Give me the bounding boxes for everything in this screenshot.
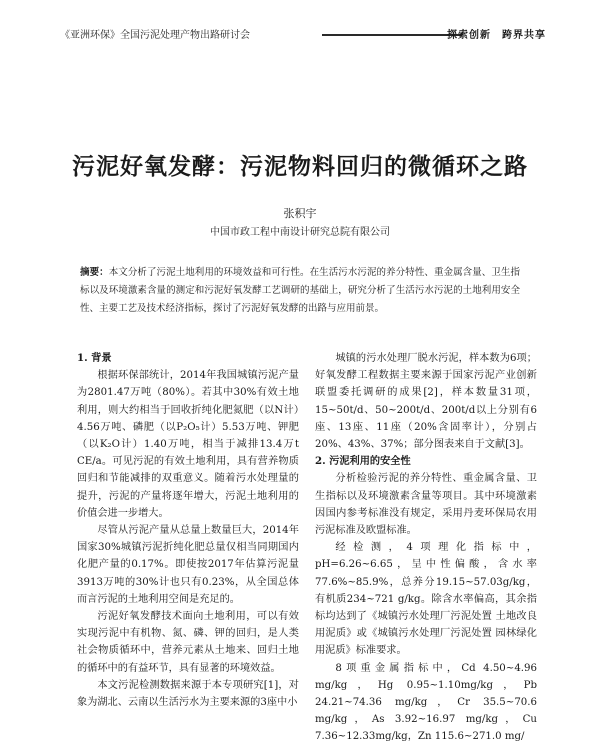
left-column: [77, 350, 299, 711]
paragraph: 经检测，4项理化指标中，pH=6.26~6.65，呈中性偏酸，含水率77.6%~85.9%，总养分19.15~57.03g/kg，有机质234~721 g/kg。除含水率偏高，其余指标均达到了《城镇污水处理厂污泥处置 土地改良用泥质》或《城镇污水处理厂污泥处置 园林绿化用泥质》标准要求。: [315, 542, 537, 657]
paragraph: 污泥好氧发酵技术面向土地利用，可以有效实现污泥中有机物、氮、磷、钾的回归，是人类社会物质循环中，营养元素从土地来、回归土地的循环中的有益环节，具有显著的环境效益。: [77, 611, 299, 674]
abstract-label: 摘要：: [80, 267, 109, 278]
author-name: 张积宇: [283, 207, 317, 220]
paragraph: 分析检验污泥的养分特性、重金属含量、卫生指标以及环境激素含量等项目。其中环境激素因国内参考标准没有规定，采用丹麦环保局农用污泥标准及欧盟标准。: [315, 473, 537, 537]
abstract: [80, 264, 520, 318]
paragraph: 根据环保部统计，2014年我国城镇污泥产量为2801.47万吨（80%）。若其中30%有效土地利用，则大约相当于回收折纯化肥氮肥（以N计）4.56万吨、磷肥（以P₂O₅计）5.53万吨、钾肥（以K₂O计）1.40万吨，相当于减排13.4万t CE/a。可见污泥的有效土地利用，具有营养物质回归和节能减排的双重意义。随着污水处理量的提升，污泥的产量将逐年增大，污泥土地利用的价值会进一步增大。: [77, 370, 299, 519]
right-column: [315, 350, 537, 746]
author-affiliation: 中国市政工程中南设计研究总院有限公司: [210, 227, 390, 238]
header-rule: [322, 34, 462, 36]
paragraph: 尽管从污泥产量从总量上数量巨大，2014年国家30%城镇污泥折纯化肥总量仅相当同期国内化肥产量的0.17%。即使按2017年估算污泥量3913万吨的30%计也只有0.23%，从全国总体而言污泥的土地利用空间是充足的。: [77, 525, 299, 605]
paper-title: 污泥好氧发酵：污泥物料回归的微循环之路: [72, 153, 528, 180]
paragraph: 城镇的污水处理厂脱水污泥，样本数为6项；好氧发酵工程数据主要来源于国家污泥产业创新联盟委托调研的成果[2]，样本数量31项，15~50t/d、50~200t/d、200t/d以上分别有6座、13座、11座（20%含固率计），分别占20%、43%、37%；部分图表来自于文献[3]。: [315, 353, 537, 451]
paragraph: 8项重金属指标中，Cd 4.50~4.96 mg/kg，Hg 0.95~1.10mg/kg，Pb 24.21~74.36 mg/kg，Cr 35.5~70.6 mg/kg，As 3.92~16.97 mg/kg，Cu 7.36~12.33mg/kg，Zn 115.6~271.0 mg/: [315, 662, 537, 743]
abstract-text: 本文分析了污泥土地利用的环境效益和可行性。在生活污水污泥的养分特性、重金属含量、卫生指标以及环境激素含量的测定和污泥好氧发酵工艺调研的基础上，研究分析了生活污水污泥的土地利用安全性、主要工艺及技术经济指标，探讨了污泥好氧发酵的出路与应用前景。: [80, 267, 520, 314]
paragraph: 本文污泥检测数据来源于本专项研究[1]，对象为湖北、云南以生活污水为主要来源的3座中小: [77, 679, 299, 709]
running-header: [60, 26, 546, 44]
journal-name: 《亚洲环保》全国污泥处理产物出路研讨会: [60, 30, 250, 41]
section-heading-background: 1. 背景: [77, 352, 112, 364]
section-heading-safety: 2. 污泥利用的安全性: [315, 455, 411, 468]
header-slogan: 探索创新 跨界共享: [447, 30, 546, 41]
